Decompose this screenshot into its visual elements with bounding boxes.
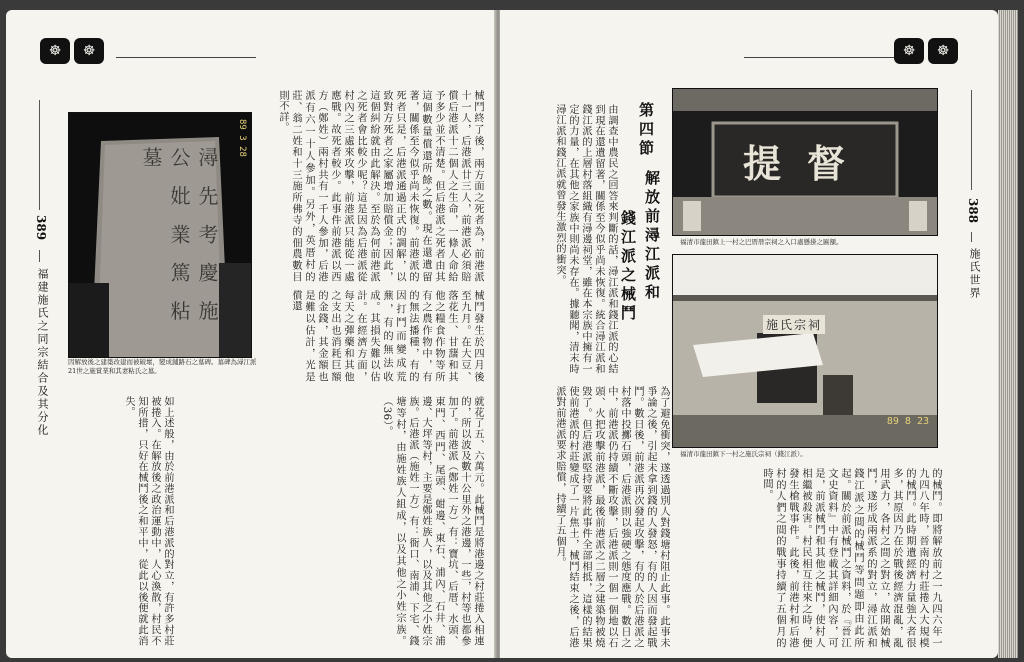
page-number-left: 389 (34, 215, 48, 241)
section-subtitle: 錢江派之械鬥 (619, 210, 637, 324)
divider (39, 250, 40, 262)
photo-date-stamp: 89 3 28 (237, 119, 247, 157)
page-edges (998, 10, 1018, 658)
divider (971, 232, 972, 242)
gravestone-photo (68, 112, 252, 358)
section-title: 解放前潯江派和 (643, 170, 661, 303)
right-page (500, 10, 998, 658)
plaque-characters: 提督 (743, 141, 872, 186)
hall-signboard: 施氏宗祠 (763, 315, 825, 334)
plaque-photo (672, 88, 938, 236)
clan-emblem-icon: ☸ ☸ (34, 38, 106, 64)
header-rule-right (744, 57, 894, 58)
body-text-right-bottom: 為了避免衝突，遂透過別人對錢塘村阻止此事。此事未爭論之後，引起未拿到錢的人發怒，有的人因而發起戰鬥。數日後，前港派再次發起攻擊，有的人於后港派之村落中投擲石頭，后港派則以強硬之態度應戰。數日之中，前港派仍持續不斷攻擊，后港派則一個一個地以石頭、火把攻擊前港派，最後前港派之二層之建築物被燒毀了。但后港派堅持要將此事件全部相抵，這樣的結果使前港派的村莊變成了一片焦土，械鬥結束之後，后港派對前港派要求賠償，持續了五個月。 (554, 386, 669, 648)
running-head-right: 施氏世界 (968, 248, 981, 300)
stone-inscription: 潯 先 考 慶 施 公 妣 業 篤 粘 墓 (139, 147, 219, 327)
ancestral-hall-photo (672, 254, 938, 448)
photo2-caption: 福清市龍田鎮下一村之施氏宗祠（錢江派）。 (680, 450, 807, 458)
page-number-right: 388 (966, 198, 980, 224)
body-text-left-endnote: 如上述般，由於前港派和后港派的對立，有許多村莊被捲入。在解放後之政治運動中，人心渙散，村民不知所措，只好在械鬥後之和平中，從此以後便就此消失。 (123, 396, 173, 646)
clan-emblem-icon: ☸ ☸ (888, 38, 960, 64)
body-text-left-upper2: 械鬥發生於四月後至九月。在大豆、落花生、甘藷和其他之糧食作物等所有之農作物中，有的無法播種，有的因打鬥而變成荒蕪，有的無法收成。其損失難以估計。在經濟方面，每天之彈藥和其他之支出也消耗巨額的金錢，其金額也是難以估計，光是償還 (290, 290, 483, 382)
side-rule (39, 100, 40, 210)
body-text-left-top: 械鬥終了後，兩方面之死者為，前港派十一人，后港派廿三人，前港派必須賠償后港派十二個人之生命，一條人命給予多少並不清楚。但后港派之死者由其這個數量償還所餘之數。現在還遺留著，關係至今似乎尚未恢復。前港派的死者只是，后港派通過正式的調解，以致對方死者之家屬增加賠償金；因此，這個糾紛就由此解決。至於為何前港派之死者會比較少呢？這是因為后港派從村內之三處來攻擊，前港派只能從一處應戰。故死者較少。此事件前港派以西方（鄭姓）兩村共有一千人參加，后港派有六一十人參加。另外，英厝村的莊、翁二姓和十三施所佛寺的佃農數目則不詳。 (277, 90, 483, 282)
body-text-right-middle: 由調查中農民之回答來判斷的話，潯江派和錢江派的心結到現在還遺留著，關係至今似乎尚未恢復。統合潯江派和錢江派的上層村落組織有潯邊祠堂，雖在本宗族中擁有一定的力量，在其他之家族中則尚未存在。據聽聞，清末時潯江派和錢江派就曾發生激烈的衝突。 (554, 104, 617, 374)
header-rule (116, 57, 256, 58)
photo-caption-left: 因解放後之建築改建而被破壞，變成鋪路石之墓碑。墓碑為潯江派21世之施賞業和其妻粘氏之墓。 (68, 358, 257, 375)
running-head-left: 福建施氏之同宗結合及其分化 (36, 268, 49, 437)
body-text-right-top: 的械鬥。即將解放前之一九四六年一九四八年時，晉南的村莊捲入大規模的械鬥。此時期遺經濟力量強大者很多，其原因乃在於戰後經濟混亂，亂用武力，各村之間之對立，故開始械鬥，遂形成兩派系的對立，潯江派和錢江派之間的械鬥等問題即由此所起。關於前派械鬥之資料，於『晉江文史資料』中有登載其詳細內容，可是，前派械鬥和其他之械鬥，使村人相繼被殺害。村民相互往來之時，便發生槍戰事件。此後，前港村和后港村的人們之間的戰事持續了五個月的時間。 (761, 468, 941, 648)
photo1-caption: 福清市龍田鎮上一村之巴厝厝宗祠之入口處懸掛之匾額。 (680, 238, 843, 246)
left-page (6, 10, 496, 658)
photo-date-stamp: 89 8 23 (886, 416, 929, 427)
side-rule (971, 90, 972, 190)
section-number: 第四節 (637, 102, 655, 159)
body-text-left-bottom: 就花了五、六萬元。此械鬥是將港邊之村莊捲入相連的，所以波及數十公里外之港邊，一些，村等也都參加了。前港派（鄭姓一方）有：寶坑、后厝、水頭、東門、西門、尾頭、蚶邊、東石、浦內、石井、浦邊、大坪等村，主要是鄭姓族人，以及其他之小姓宗族。后港派（施姓一方）有：衙口、南浦、下宅、錢塘等村，由施姓族人組成，以及其他之小姓宗族。（36）。 (381, 396, 483, 646)
